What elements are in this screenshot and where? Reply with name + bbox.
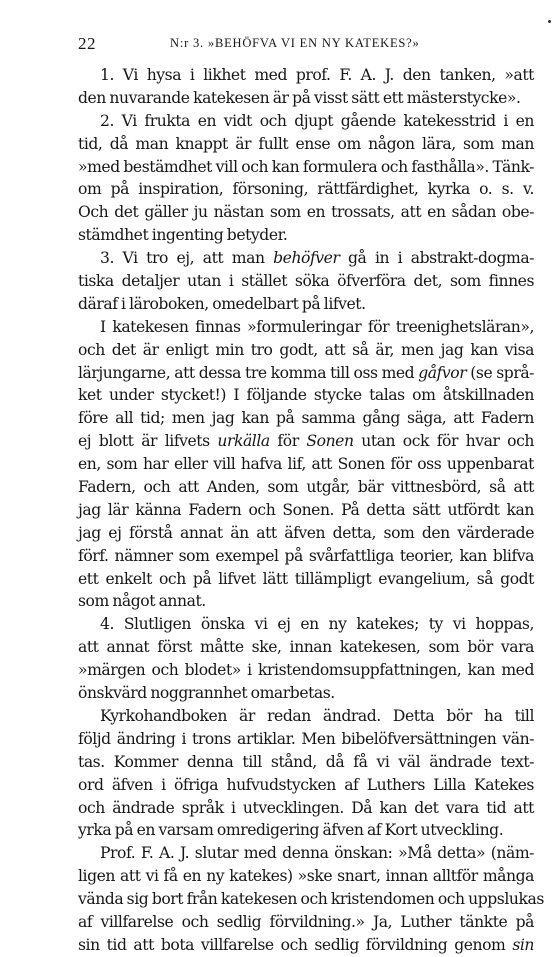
text-line: stämdhet ingenting betyder.	[78, 226, 288, 245]
text-line: förf. nämner som exempel på svårfattliga teorier, kan blifva	[78, 546, 534, 565]
text-line: af villfarelse och sedlig förvildning.» Ja, Luther tänkte på	[78, 912, 534, 931]
text-line: däraf i läroboken, omedelbart på lifvet.	[78, 294, 366, 313]
print-speck	[548, 20, 551, 23]
text-line: 4. Slutligen önska vi ej en ny katekes; ty vi hoppas,	[100, 615, 534, 634]
text-line: jag ej förstå annat än att äfven detta, som den värderade	[78, 523, 534, 542]
text-line: tas. Kommer denna till stånd, då få vi väl ändrade text-	[78, 752, 534, 771]
text-line: före all tid; men jag kan på samma gång säga, att Fadern	[78, 409, 534, 428]
page-number: 22	[78, 34, 96, 53]
text-line: och ändrade språk i utvecklingen. Då kan det vara tid att	[78, 798, 534, 817]
text-line: tiska detaljer utan i stället söka öfverföra det, som finnes	[78, 272, 534, 291]
text-line: lärjungarne, att dessa tre komma till oss med gåfvor (se språ-	[78, 363, 534, 382]
text-line: Prof. F. A. J. slutar med denna önskan: »Må detta» (näm-	[100, 844, 534, 863]
body-text	[78, 64, 544, 957]
text-line: att annat först måtte ske, innan katekesen, som bör vara	[78, 638, 534, 657]
text-line: den nuvarande katekesen är på visst sätt ett mästerstycke».	[78, 88, 521, 107]
running-head: N:r 3. »BEHÖFVA VI EN NY KATEKES?»	[170, 36, 420, 50]
text-line: vända sig bort från katekesen och kristendomen och uppslukas	[78, 890, 544, 909]
text-line: Kyrkohandboken är redan ändrad. Detta bör ha till	[100, 706, 534, 725]
text-line: jag lär känna Fadern och Sonen. På detta sätt utfördt kan	[78, 500, 534, 519]
text-line: »med bestämdhet vill och kan formulera och fasthålla». Tänk-	[78, 157, 534, 176]
text-line: 1. Vi hysa i likhet med prof. F. A. J. den tanken, »att	[100, 66, 534, 84]
text-line: följd ändring i trons artiklar. Men bibelöfversättningen vän-	[78, 729, 534, 748]
text-line: ket under stycket!) I följande stycke talas om åtskillnaden	[78, 386, 534, 405]
text-line: ligen att vi få en ny katekes) »ske snart, innan alltför många	[78, 867, 534, 886]
text-line: yrka på en varsam omredigering äfven af Kort utveckling.	[78, 821, 504, 840]
text-line: och det är enligt min tro godt, att så är, men jag kan visa	[78, 340, 534, 359]
text-line: ord äfven i öfriga hufvudstycken af Luthers Lilla Katekes	[78, 775, 534, 794]
text-line: om på inspiration, försoning, rättfärdighet, kyrka o. s. v.	[78, 180, 534, 199]
text-line: tid, då man knappt är fullt ense om någon lära, som man	[78, 134, 534, 153]
text-line: ej blott är lifvets urkälla för Sonen utan ock för hvar och	[78, 432, 534, 451]
text-line: 2. Vi frukta en vidt och djupt gående katekesstrid i en	[100, 111, 534, 130]
text-line: »märgen och blodet» i kristendomsuppfattningen, kan med	[78, 661, 534, 680]
text-line: önskvärd noggrannhet omarbetas.	[78, 684, 335, 703]
text-line: Och det gäller ju nästan som en trossats, att en sådan obe-	[78, 203, 534, 222]
text-line: sin tid att bota villfarelse och sedlig förvildning genom sin	[78, 935, 534, 954]
text-line: som något annat.	[78, 592, 206, 611]
text-line: I katekesen finnas »formuleringar för treenighetsläran»,	[100, 317, 534, 336]
text-line: 3. Vi tro ej, att man behöfver gå in i abstrakt-dogma-	[100, 249, 535, 268]
text-line: en, som har eller vill hafva lif, att Sonen för oss uppenbarat	[78, 455, 534, 474]
page-header	[78, 34, 534, 56]
text-line: Fadern, och att Anden, som utgår, bär vittnesbörd, så att	[78, 478, 534, 497]
text-line: ett enkelt och på lifvet lätt tillämpligt evangelium, så godt	[78, 569, 534, 588]
